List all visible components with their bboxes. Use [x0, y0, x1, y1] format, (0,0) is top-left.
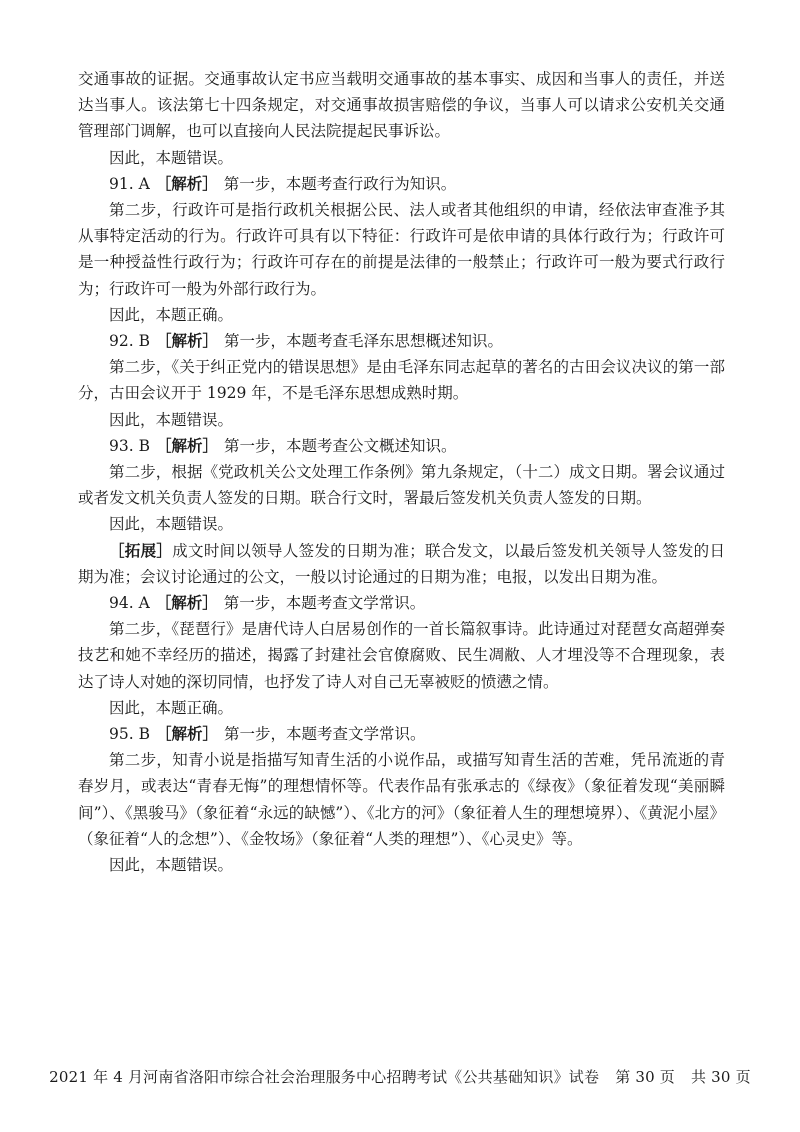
question-94-step1: 第一步，本题考查文学常识。	[223, 594, 426, 613]
analysis-tag: ［解析］	[155, 725, 218, 744]
analysis-tag: ［解析］	[155, 332, 218, 351]
analysis-tag: ［解析］	[155, 594, 218, 613]
question-91-step2: 第二步，行政许可是指行政机关根据公民、法人或者其他组织的申请，经依法审查准予其从事特定活动的行为。行政许可具有以下特征：行政许可是依申请的具体行政行为；行政许可是一种授益性行政行为；行政许可存在的前提是法律的一般禁止；行政许可一般为要式行政行为；行政许可一般为外部行政行为。	[78, 201, 725, 298]
question-95-header	[78, 721, 725, 747]
question-94-number: 94. A	[109, 594, 150, 613]
footer-title: 2021 年 4 月河南省洛阳市综合社会治理服务中心招聘考试《公共基础知识》试卷	[49, 1068, 600, 1086]
question-95-step1: 第一步，本题考查文学常识。	[223, 725, 426, 744]
footer-total-pages: 共 30 页	[691, 1068, 751, 1086]
analysis-tag: ［解析］	[155, 174, 218, 193]
question-91-header	[78, 171, 725, 197]
conclusion-95: 因此，本题错误。	[109, 856, 234, 875]
conclusion-94: 因此，本题正确。	[109, 698, 234, 717]
question-92-number: 92. B	[109, 332, 150, 351]
question-94-header	[78, 590, 725, 616]
conclusion-92: 因此，本题错误。	[109, 410, 234, 429]
question-91-number: 91. A	[109, 174, 150, 193]
question-94-step2: 第二步，《琵琶行》是唐代诗人白居易创作的一首长篇叙事诗。此诗通过对琵琶女高超弹奏技艺和她不幸经历的描述，揭露了封建社会官僚腐败、民生凋敝、人才埋没等不合理现象，表达了诗人对她的深切同情，也抒发了诗人对自己无辜被贬的愤懑之情。	[78, 620, 725, 691]
paragraph-continuation: 交通事故的证据。交通事故认定书应当载明交通事故的基本事实、成因和当事人的责任，并送达当事人。该法第七十四条规定，对交通事故损害赔偿的争议，当事人可以请求公安机关交通管理部门调解，也可以直接向人民法院提起民事诉讼。	[78, 70, 725, 141]
question-92-step1: 第一步，本题考查毛泽东思想概述知识。	[223, 332, 503, 351]
question-93-step2: 第二步，根据《党政机关公文处理工作条例》第九条规定，（十二）成文日期。署会议通过或者发文机关负责人签发的日期。联合行文时，署最后签发机关负责人签发的日期。	[78, 463, 725, 508]
question-95-step2: 第二步，知青小说是指描写知青生活的小说作品，或描写知青生活的苦难，凭吊流逝的青春岁月，或表达“青春无悔”的理想情怀等。代表作品有张承志的《绿夜》（象征着发现“美丽瞬间”）、《黑骏马》（象征着“永远的缺憾”）、《北方的河》（象征着人生的理想境界）、《黄泥小屋》（象征着“人的念想”）、《金牧场》（象征着“人类的理想”）、《心灵史》等。	[78, 751, 725, 848]
question-95-number: 95. B	[109, 725, 150, 744]
conclusion-90: 因此，本题错误。	[109, 148, 234, 167]
footer-page-number: 第 30 页	[615, 1068, 676, 1086]
question-93-step1: 第一步，本题考查公文概述知识。	[223, 436, 457, 455]
extension-tag: ［拓展］	[109, 541, 173, 560]
extension-note	[78, 538, 725, 590]
question-92-step2: 第二步，《关于纠正党内的错误思想》是由毛泽东同志起草的著名的古田会议决议的第一部分，古田会议开于 1929 年，不是毛泽东思想成熟时期。	[78, 358, 725, 403]
extension-text: 成文时间以领导人签发的日期为准；联合发文，以最后签发机关领导人签发的日期为准；会议讨论通过的公文，一般以讨论通过的日期为准；电报，以发出日期为准。	[78, 541, 725, 586]
question-92-header	[78, 328, 725, 354]
document-body	[78, 66, 725, 878]
question-93-header	[78, 433, 725, 459]
question-93-number: 93. B	[109, 436, 150, 455]
question-91-step1: 第一步，本题考查行政行为知识。	[223, 174, 457, 193]
conclusion-91: 因此，本题正确。	[109, 305, 234, 324]
page-footer	[0, 1066, 800, 1087]
analysis-tag: ［解析］	[155, 436, 218, 455]
conclusion-93: 因此，本题错误。	[109, 515, 234, 534]
